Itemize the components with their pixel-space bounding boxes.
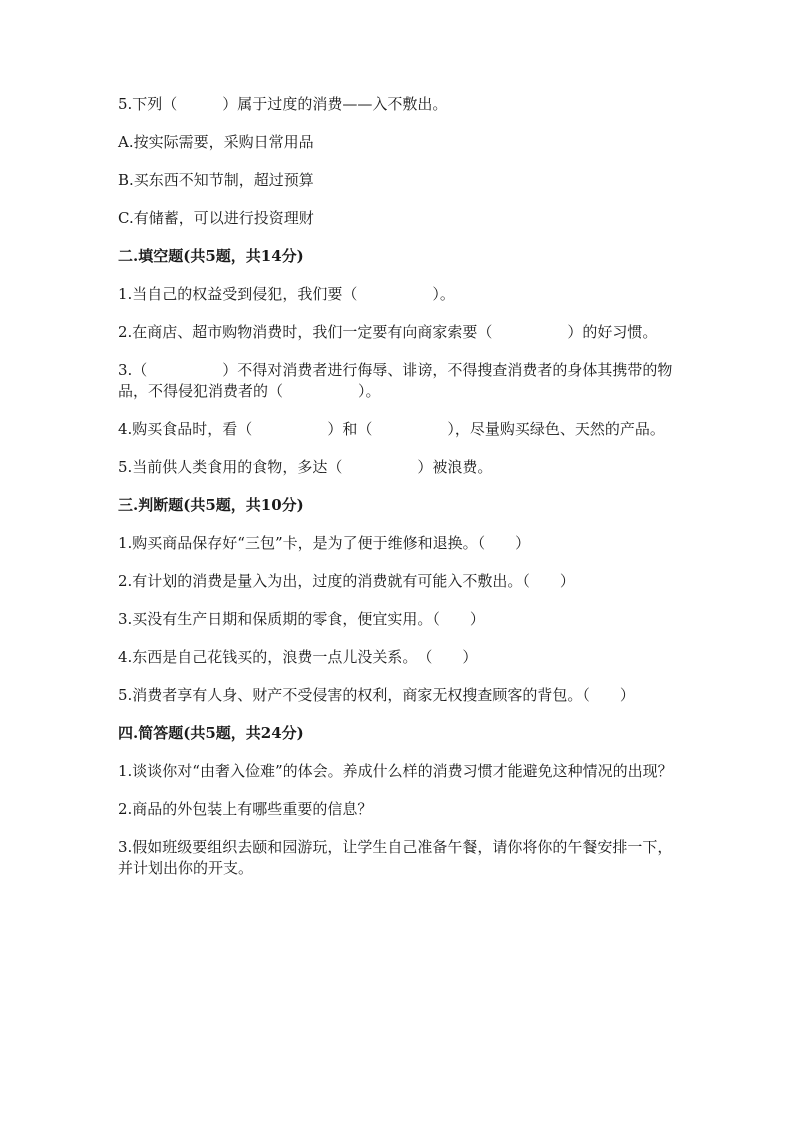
option-a: A.按实际需要，采购日常用品 — [118, 133, 314, 151]
section-heading-fill-blank: 二.填空题(共5题，共14分) — [118, 247, 304, 265]
true-false-item: 3.买没有生产日期和保质期的零食，便宜实用。（ ） — [118, 610, 485, 628]
option-c: C.有储蓄，可以进行投资理财 — [118, 209, 314, 227]
true-false-item: 2.有计划的消费是量入为出，过度的消费就有可能入不敷出。（ ） — [118, 572, 575, 590]
fill-blank-item: 3.（ ）不得对消费者进行侮辱、诽谤，不得搜查消费者的身体其携带的物品，不得侵犯消费者的（ ）。 — [118, 361, 673, 400]
true-false-item: 4.东西是自己花钱买的，浪费一点儿没关系。 （ ） — [118, 648, 478, 666]
fill-blank-item: 2.在商店、超市购物消费时，我们一定要有向商家索要（ ）的好习惯。 — [118, 323, 658, 341]
short-answer-item: 1.谈谈你对“由奢入俭难”的体会。养成什么样的消费习惯才能避免这种情况的出现？ — [118, 762, 673, 780]
short-answer-item: 2.商品的外包装上有哪些重要的信息？ — [118, 800, 373, 818]
true-false-item: 1.购买商品保存好“三包”卡，是为了便于维修和退换。（ ） — [118, 534, 531, 552]
true-false-item: 5.消费者享有人身、财产不受侵害的权利，商家无权搜查顾客的背包。（ ） — [118, 686, 635, 704]
fill-blank-item: 5.当前供人类食用的食物，多达（ ）被浪费。 — [118, 458, 493, 476]
fill-blank-item: 4.购买食品时，看（ ）和（ ），尽量购买绿色、天然的产品。 — [118, 420, 665, 438]
short-answer-item: 3.假如班级要组织去颐和园游玩，让学生自己准备午餐，请你将你的午餐安排一下，并计划出你的开支。 — [118, 838, 673, 877]
question-5: 5.下列（ ）属于过度的消费——入不敷出。 — [118, 95, 448, 113]
section-heading-true-false: 三.判断题(共5题，共10分) — [118, 496, 304, 514]
option-b: B.买东西不知节制，超过预算 — [118, 171, 314, 189]
section-heading-short-answer: 四.简答题(共5题，共24分) — [118, 724, 304, 742]
exam-page — [118, 94, 678, 896]
fill-blank-item: 1.当自己的权益受到侵犯，我们要（ ）。 — [118, 285, 455, 303]
